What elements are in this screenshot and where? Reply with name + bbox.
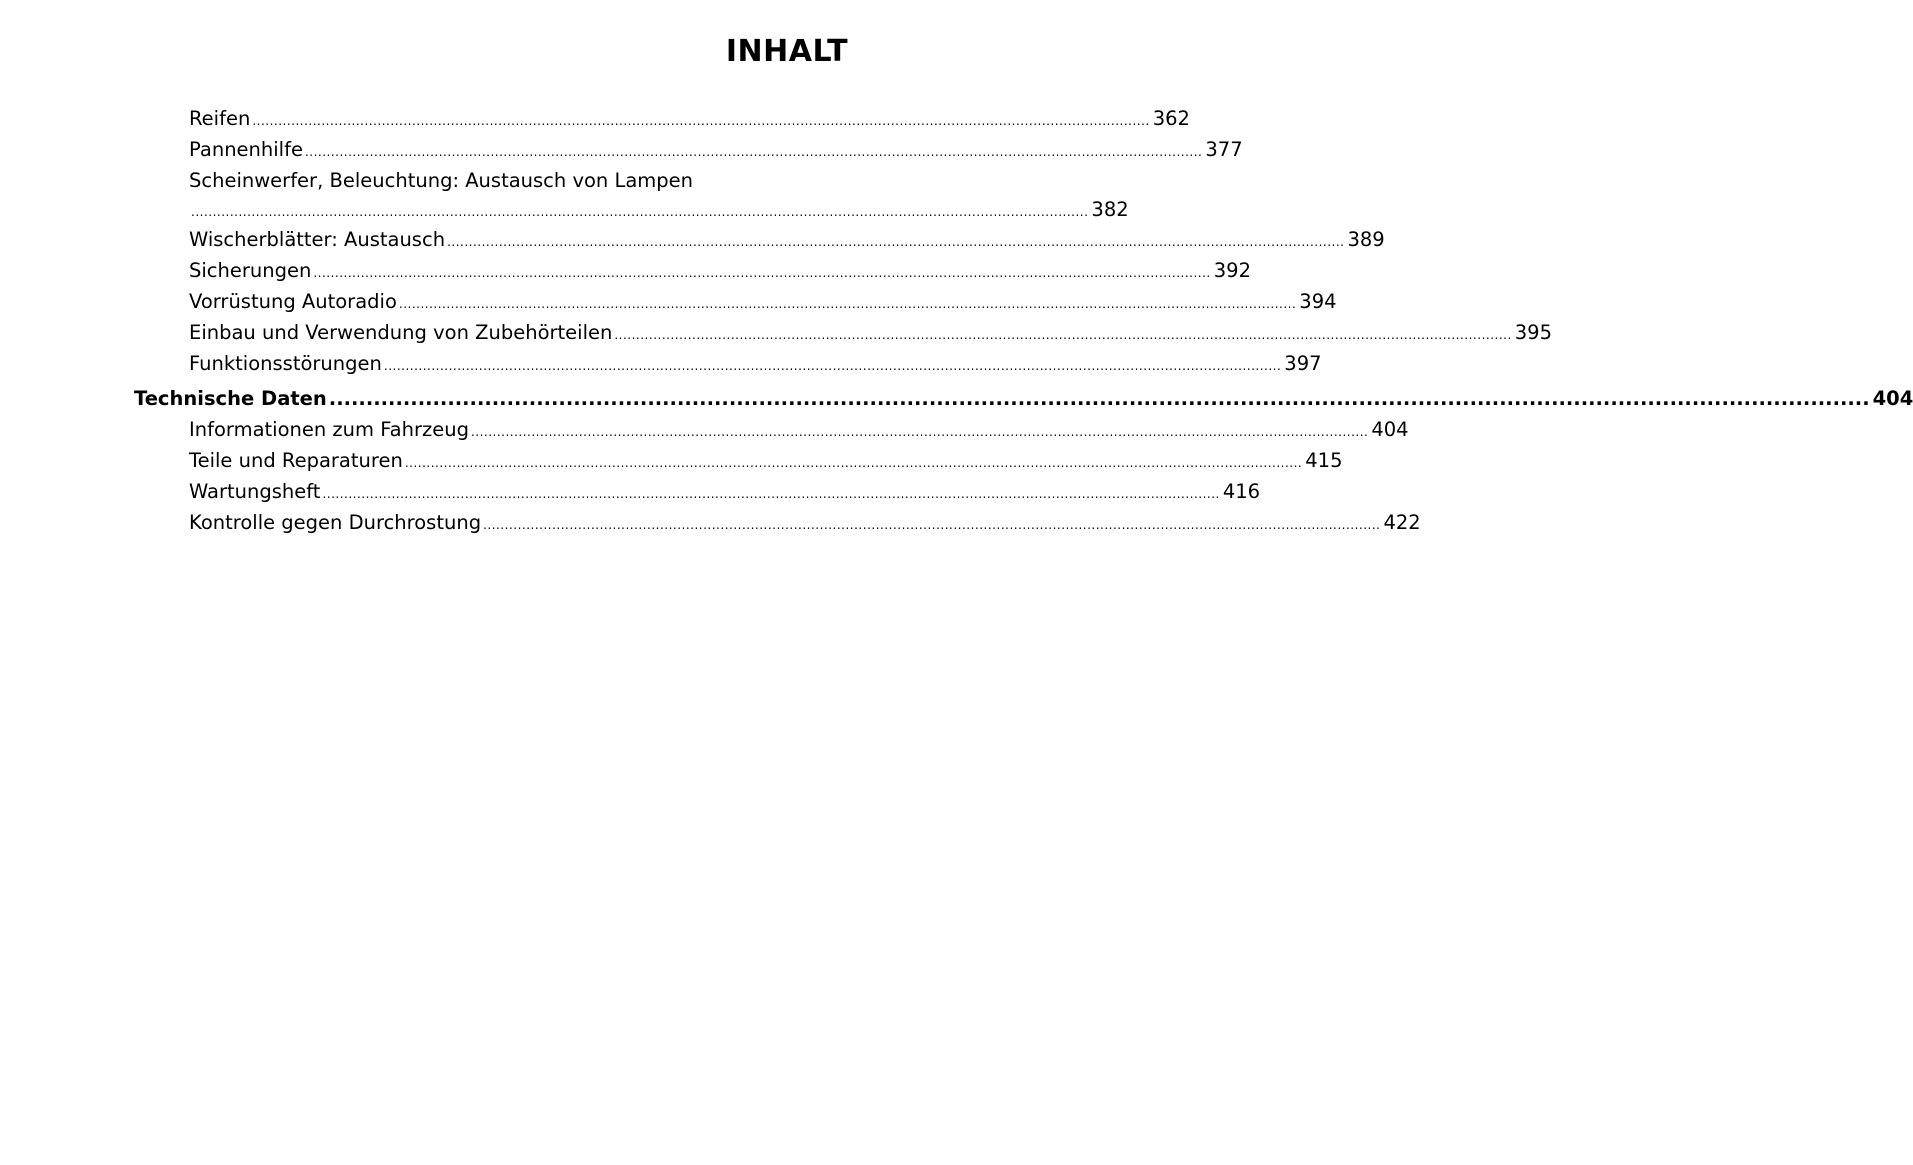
- page-title: INHALT: [725, 34, 849, 69]
- dot-leader: ................................................................................................................................................................................................................: [304, 145, 1203, 159]
- dot-leader: ................................................................................................................................................................................................................: [483, 518, 1381, 532]
- toc-entry-label: Teile und Reparaturen: [189, 449, 403, 472]
- toc-entry-page: 394: [1299, 290, 1337, 313]
- toc-entry[interactable]: [134, 165, 1129, 224]
- toc-entry-label: Technische Daten: [134, 387, 327, 410]
- dot-leader: ................................................................................................................................................................................................................: [252, 114, 1150, 128]
- toc-entry[interactable]: [134, 286, 1337, 317]
- toc-entry-page: 362: [1152, 107, 1190, 130]
- toc-entry[interactable]: [134, 224, 1385, 255]
- toc-entry-page: 404: [1371, 418, 1409, 441]
- toc-entry-label: Scheinwerfer, Beleuchtung: Austausch von Lampen: [189, 169, 694, 192]
- dot-leader: ................................................................................................................................................................................................................: [328, 387, 1870, 410]
- dot-leader: ................................................................................................................................................................................................................: [470, 425, 1369, 439]
- dot-leader: ................................................................................................................................................................................................................: [383, 359, 1282, 373]
- toc-entry-page: 392: [1213, 259, 1251, 282]
- dot-leader: ................................................................................................................................................................................................................: [614, 328, 1512, 342]
- dot-leader: ................................................................................................................................................................................................................: [447, 235, 1345, 249]
- toc-entry[interactable]: [134, 507, 1421, 538]
- toc-entry-label: Pannenhilfe: [189, 138, 303, 161]
- toc-entry[interactable]: [134, 134, 1243, 165]
- toc-entry-page: 395: [1514, 321, 1552, 344]
- toc-entry-page: 389: [1347, 228, 1385, 251]
- table-of-contents: [134, 103, 1913, 538]
- toc-entry-page: 422: [1383, 511, 1421, 534]
- toc-entry-label: Vorrüstung Autoradio: [189, 290, 397, 313]
- toc-entry-page: 382: [1091, 198, 1129, 221]
- toc-entry-page: 377: [1205, 138, 1243, 161]
- toc-entry-page: 397: [1284, 352, 1322, 375]
- toc-entry[interactable]: [134, 414, 1409, 445]
- toc-entry-label: Funktionsstörungen: [189, 352, 382, 375]
- toc-entry-label: Sicherungen: [189, 259, 312, 282]
- toc-entry[interactable]: [134, 103, 1190, 134]
- toc-entry-label: Kontrolle gegen Durchrostung: [189, 511, 482, 534]
- toc-section-entry[interactable]: [134, 383, 1913, 414]
- toc-entry-page: 404: [1872, 387, 1913, 410]
- dot-leader: ................................................................................................................................................................................................................: [191, 205, 1089, 219]
- dot-leader: ................................................................................................................................................................................................................: [322, 487, 1220, 501]
- toc-entry[interactable]: [134, 255, 1251, 286]
- toc-entry-page: 416: [1222, 480, 1261, 503]
- toc-entry[interactable]: [134, 317, 1552, 348]
- toc-entry-label: Wartungsheft: [189, 480, 321, 503]
- toc-entry[interactable]: [134, 476, 1261, 507]
- toc-entry-label: Informationen zum Fahrzeug: [189, 418, 469, 441]
- toc-entry-label: Einbau und Verwendung von Zubehörteilen: [189, 321, 613, 344]
- toc-entry-page: 415: [1305, 449, 1343, 472]
- toc-entry-label: Reifen: [189, 107, 251, 130]
- toc-entry[interactable]: [134, 348, 1322, 379]
- toc-entry-label: Wischerblätter: Austausch: [189, 228, 446, 251]
- dot-leader: ................................................................................................................................................................................................................: [398, 297, 1297, 311]
- dot-leader: ................................................................................................................................................................................................................: [404, 456, 1303, 470]
- toc-entry[interactable]: [134, 445, 1343, 476]
- dot-leader: ................................................................................................................................................................................................................: [313, 266, 1211, 280]
